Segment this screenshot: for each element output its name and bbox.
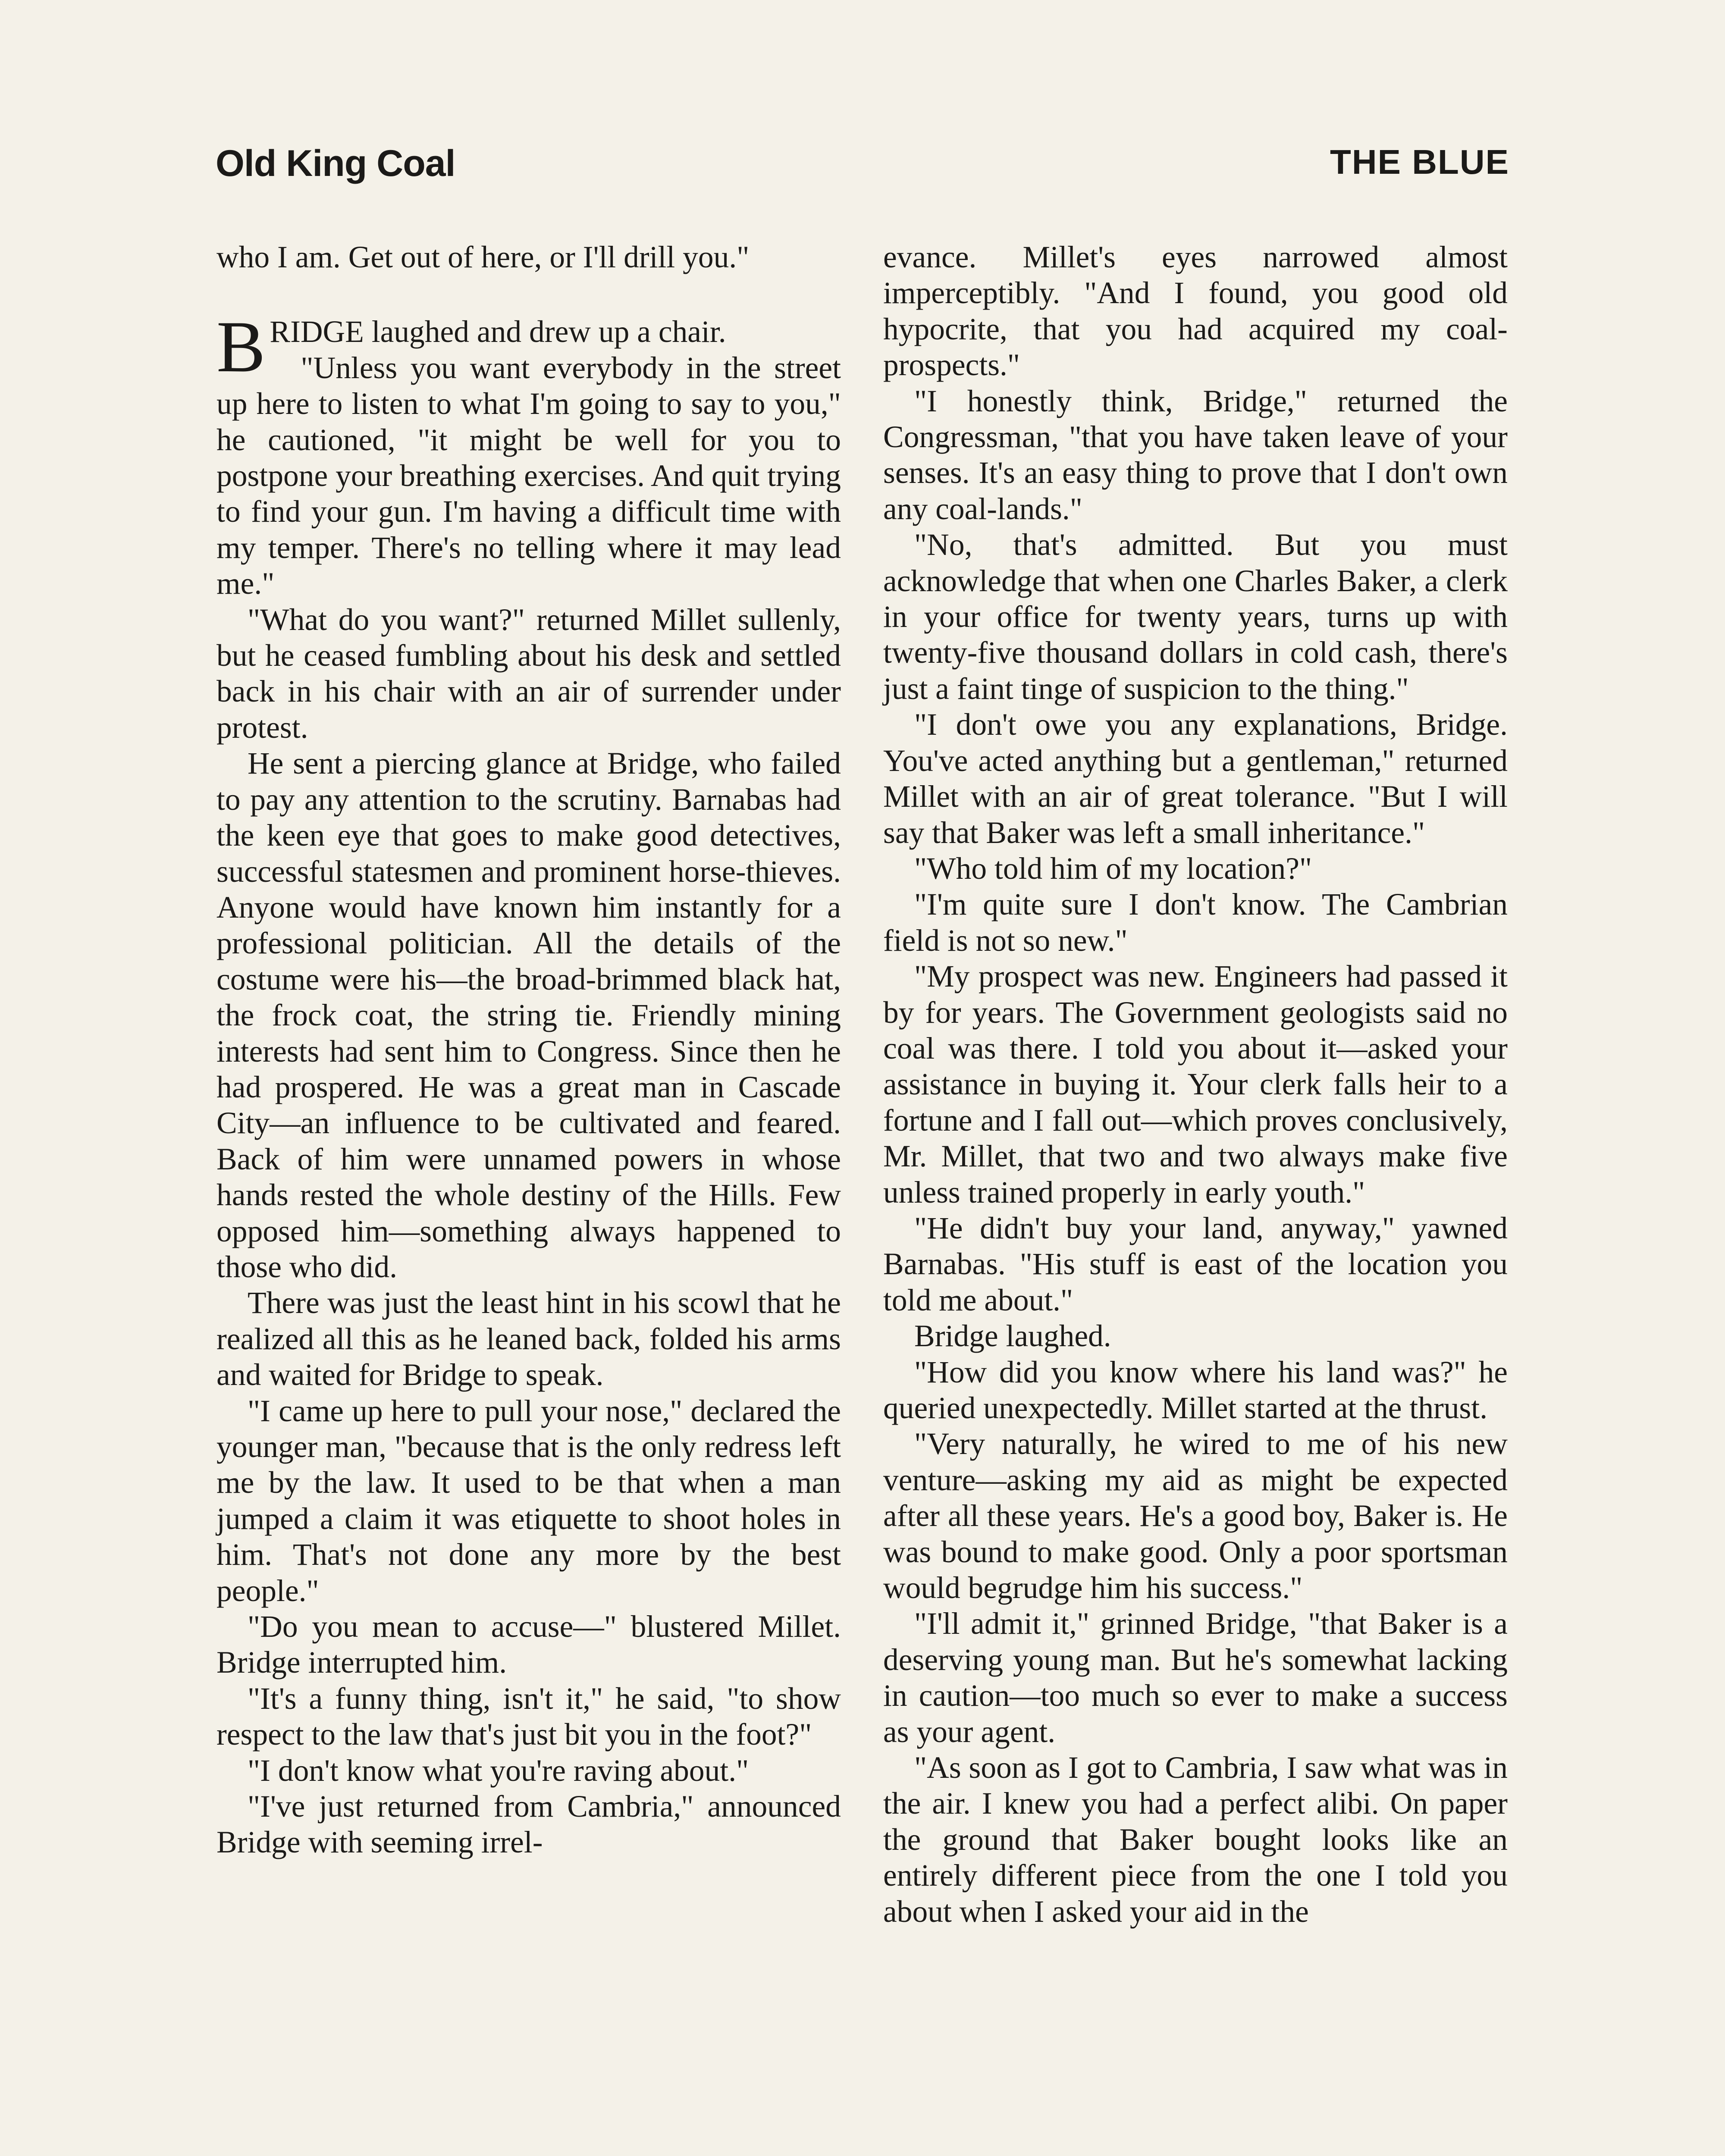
paragraph: "My prospect was new. Engineers had passed it by for years. The Government geologists said no coal was there. I told you about it—asked your assistance in buying it. Your clerk falls heir to a fortune and I fall out—which proves conclusively, Mr. Millet, that two and two always make five unless trained properly in early youth." [883,959,1508,1210]
magazine-name: THE BLUE [1330,143,1509,181]
dropcap-paragraph [216,306,841,388]
right-column [883,239,1508,1930]
paragraph: "Who told him of my location?" [914,851,1312,886]
paragraph: "He didn't buy your land, anyway," yawned Barnabas. "His stuff is east of the location you told me about." [883,1211,1508,1317]
paragraph: He sent a piercing glance at Bridge, who failed to pay any attention to the scrutiny. Barnabas had the keen eye that goes to make good detectives, successful statesmen and prominent horse-thieves. Anyone would have known him instantly for a professional politician. All the details of the costume were his—the broad-brimmed black hat, the frock coat, the string tie. Friendly mining interests had sent him to Congress. Since then he had prospered. He was a great man in Cascade City—an influence to be cultivated and feared. Back of him were unnamed powers in whose hands rested the whole destiny of the Hills. Few opposed him—something always happened to those who did. [216,746,841,1284]
paragraph: "Very naturally, he wired to me of his new venture—asking my aid as might be expected after all these years. He's a good boy, Baker is. He was bound to make good. Only a poor sportsman would begrudge him his success." [883,1427,1508,1605]
running-title: Old King Coal [216,143,455,184]
paragraph: "I honestly think, Bridge," returned the Congressman, "that you have taken leave of your senses. It's an easy thing to prove that I don't own any coal-lands." [883,384,1508,526]
paragraph: "As soon as I got to Cambria, I saw what was in the air. I knew you had a perfect alibi. On paper the ground that Baker bought looks like an entirely different piece from the one I told you about when I asked your aid in the [883,1751,1508,1929]
page-header [216,142,1509,198]
paragraph: There was just the least hint in his scowl that he realized all this as he leaned back, folded his arms and waited for Bridge to speak. [216,1286,841,1392]
paragraph: "I don't owe you any explanations, Bridge. You've acted anything but a gentleman," returned Millet with an air of great tolerance. "But I will say that Baker was left a small inheritance." [883,708,1508,850]
paragraph: evance. Millet's eyes narrowed almost imperceptibly. "And I found, you good old hypocrite, that you had acquired my coal-prospects." [883,240,1508,382]
paragraph: "I'll admit it," grinned Bridge, "that Baker is a deserving young man. But he's somewhat lacking in caution—too much so ever to make a success as your agent. [883,1607,1508,1749]
paragraph: "Do you mean to accuse—" blustered Millet. Bridge interrupted him. [216,1610,841,1680]
paragraph: "Unless you want everybody in the street up here to listen to what I'm going to say to you," he cautioned, "it might be well for you to postpone your breathing exercises. And quit trying to find your gun. I'm having a difficult time with my temper. There's no telling where it may lead me." [216,351,841,601]
left-column [216,239,841,1861]
paragraph: "What do you want?" returned Millet sullenly, but he ceased fumbling about his desk and settled back in his chair with an air of surrender under protest. [216,602,841,745]
paragraph: "It's a funny thing, isn't it," he said, "to show respect to the law that's just bit you in the foot?" [216,1681,841,1752]
paragraph: who I am. Get out of here, or I'll drill you." [216,240,750,274]
paragraph: Bridge laughed. [914,1319,1111,1354]
paragraph: "I've just returned from Cambria," announced Bridge with seeming irrel- [216,1789,841,1860]
paragraph: "I came up here to pull your nose," declared the younger man, "because that is the only redress left me by the law. It used to be that when a man jumped a claim it was etiquette to shoot holes in him. That's not done any more by the best people." [216,1394,841,1608]
paragraph: "I'm quite sure I don't know. The Cambrian field is not so new." [883,887,1508,958]
paragraph: "No, that's admitted. But you must acknowledge that when one Charles Baker, a clerk in your office for twenty years, turns up with twenty-five thousand dollars in cold cash, there's just a faint tinge of suspicion to the thing." [883,528,1508,706]
paragraph: "I don't know what you're raving about." [248,1753,749,1788]
paragraph: "How did you know where his land was?" he queried unexpectedly. Millet started at the thrust. [883,1355,1508,1425]
dropcap-letter: B [216,306,266,388]
paragraph-text: RIDGE laughed and drew up a chair. [270,315,726,349]
